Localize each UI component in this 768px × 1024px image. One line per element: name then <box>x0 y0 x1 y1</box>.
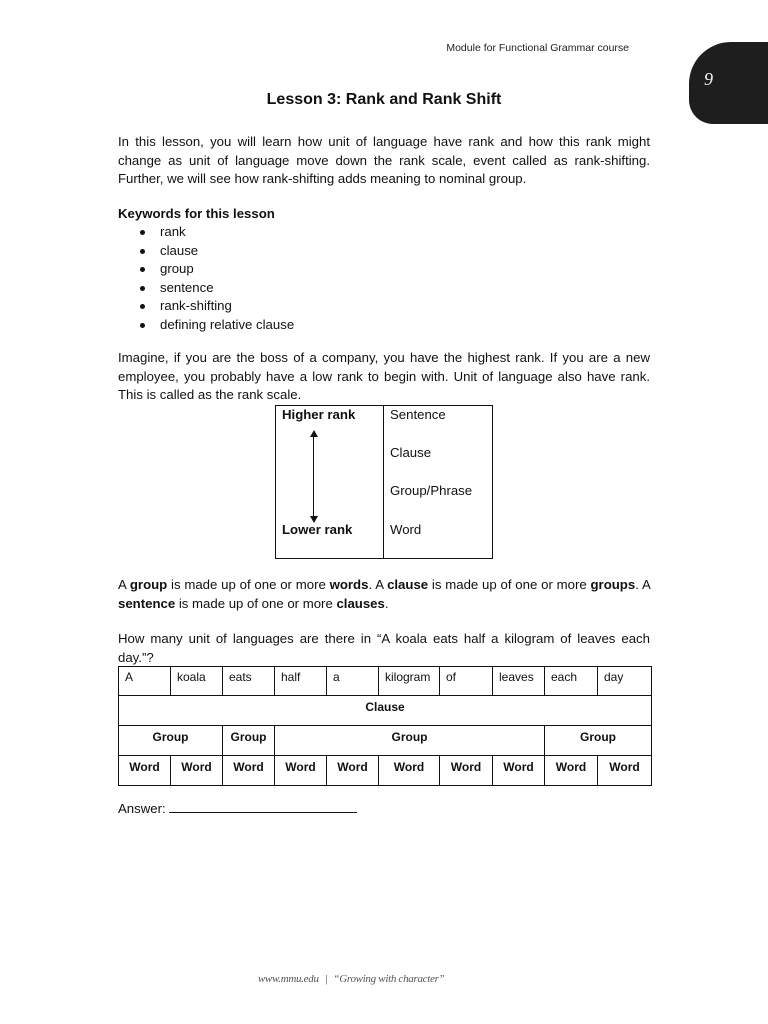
group-cell: Group <box>545 726 652 756</box>
word-cell: a <box>327 667 379 696</box>
footer-separator: | <box>324 973 328 985</box>
group-cell: Group <box>223 726 275 756</box>
group-cell: Group <box>119 726 223 756</box>
keyword-item: sentence <box>118 279 294 298</box>
higher-rank-label: Higher rank <box>282 407 356 422</box>
word-cell: of <box>440 667 493 696</box>
word-label-cell: Word <box>545 756 598 786</box>
footer-website: www.mmu.edu <box>258 973 319 985</box>
lower-rank-label: Lower rank <box>282 522 353 537</box>
course-header: Module for Functional Grammar course <box>446 42 629 54</box>
clause-cell: Clause <box>119 696 652 726</box>
keyword-item: rank-shifting <box>118 297 294 316</box>
keyword-item: rank <box>118 223 294 242</box>
word-label-cell: Word <box>327 756 379 786</box>
rank-level-word: Word <box>390 522 422 537</box>
words-row <box>119 667 652 696</box>
keywords-list <box>118 223 294 335</box>
question-paragraph: How many unit of languages are there in “A koala eats half a kilogram of leaves each day.”? <box>118 631 650 665</box>
footer-watermark <box>258 970 503 990</box>
keyword-item: group <box>118 260 294 279</box>
word-cell: A <box>119 667 171 696</box>
word-cell: day <box>598 667 652 696</box>
rank-level-sentence: Sentence <box>390 407 446 422</box>
word-label-cell: Word <box>379 756 440 786</box>
rank-level-group: Group/Phrase <box>390 483 473 498</box>
answer-label: Answer: <box>118 801 166 816</box>
rank-level-clause: Clause <box>390 445 432 460</box>
page-number-tab <box>689 42 768 124</box>
word-cell: kilogram <box>379 667 440 696</box>
footer-tagline: “Growing with character” <box>333 973 445 985</box>
keyword-item: clause <box>118 242 294 261</box>
clause-row <box>119 696 652 726</box>
word-label-cell: Word <box>119 756 171 786</box>
word-cell: koala <box>171 667 223 696</box>
word-cell: half <box>275 667 327 696</box>
group-row <box>119 726 652 756</box>
answer-row <box>118 798 357 819</box>
answer-blank-line <box>169 798 357 813</box>
word-cell: eats <box>223 667 275 696</box>
word-label-cell: Word <box>493 756 545 786</box>
word-label-cell: Word <box>275 756 327 786</box>
double-arrow-icon <box>313 432 314 521</box>
page-number: 9 <box>704 69 713 89</box>
rank-scale-table <box>275 405 493 559</box>
word-label-cell: Word <box>171 756 223 786</box>
word-label-row <box>119 756 652 786</box>
group-cell: Group <box>275 726 545 756</box>
word-cell: leaves <box>493 667 545 696</box>
word-cell: each <box>545 667 598 696</box>
table-divider <box>383 406 384 558</box>
word-label-cell: Word <box>223 756 275 786</box>
composition-paragraph: A group is made up of one or more words. A clause is made up of one or more groups. A sentence is made up of one or more clauses. <box>118 577 651 611</box>
lesson-title: Lesson 3: Rank and Rank Shift <box>266 91 502 108</box>
intro-paragraph: In this lesson, you will learn how unit of language have rank and how this rank might change as unit of language move down the rank scale, event called as rank-shifting. Further, we will see how rank-shifting adds meaning to nominal group. <box>118 134 650 186</box>
keyword-item: defining relative clause <box>118 316 294 335</box>
word-label-cell: Word <box>440 756 493 786</box>
keywords-heading: Keywords for this lesson <box>118 206 275 221</box>
imagine-paragraph: Imagine, if you are the boss of a company, you have the highest rank. If you are a new employee, you probably have a low rank to begin with. Unit of language also have rank. This is called as the rank scale. <box>118 350 650 402</box>
sentence-analysis-table <box>118 666 652 786</box>
word-label-cell: Word <box>598 756 652 786</box>
